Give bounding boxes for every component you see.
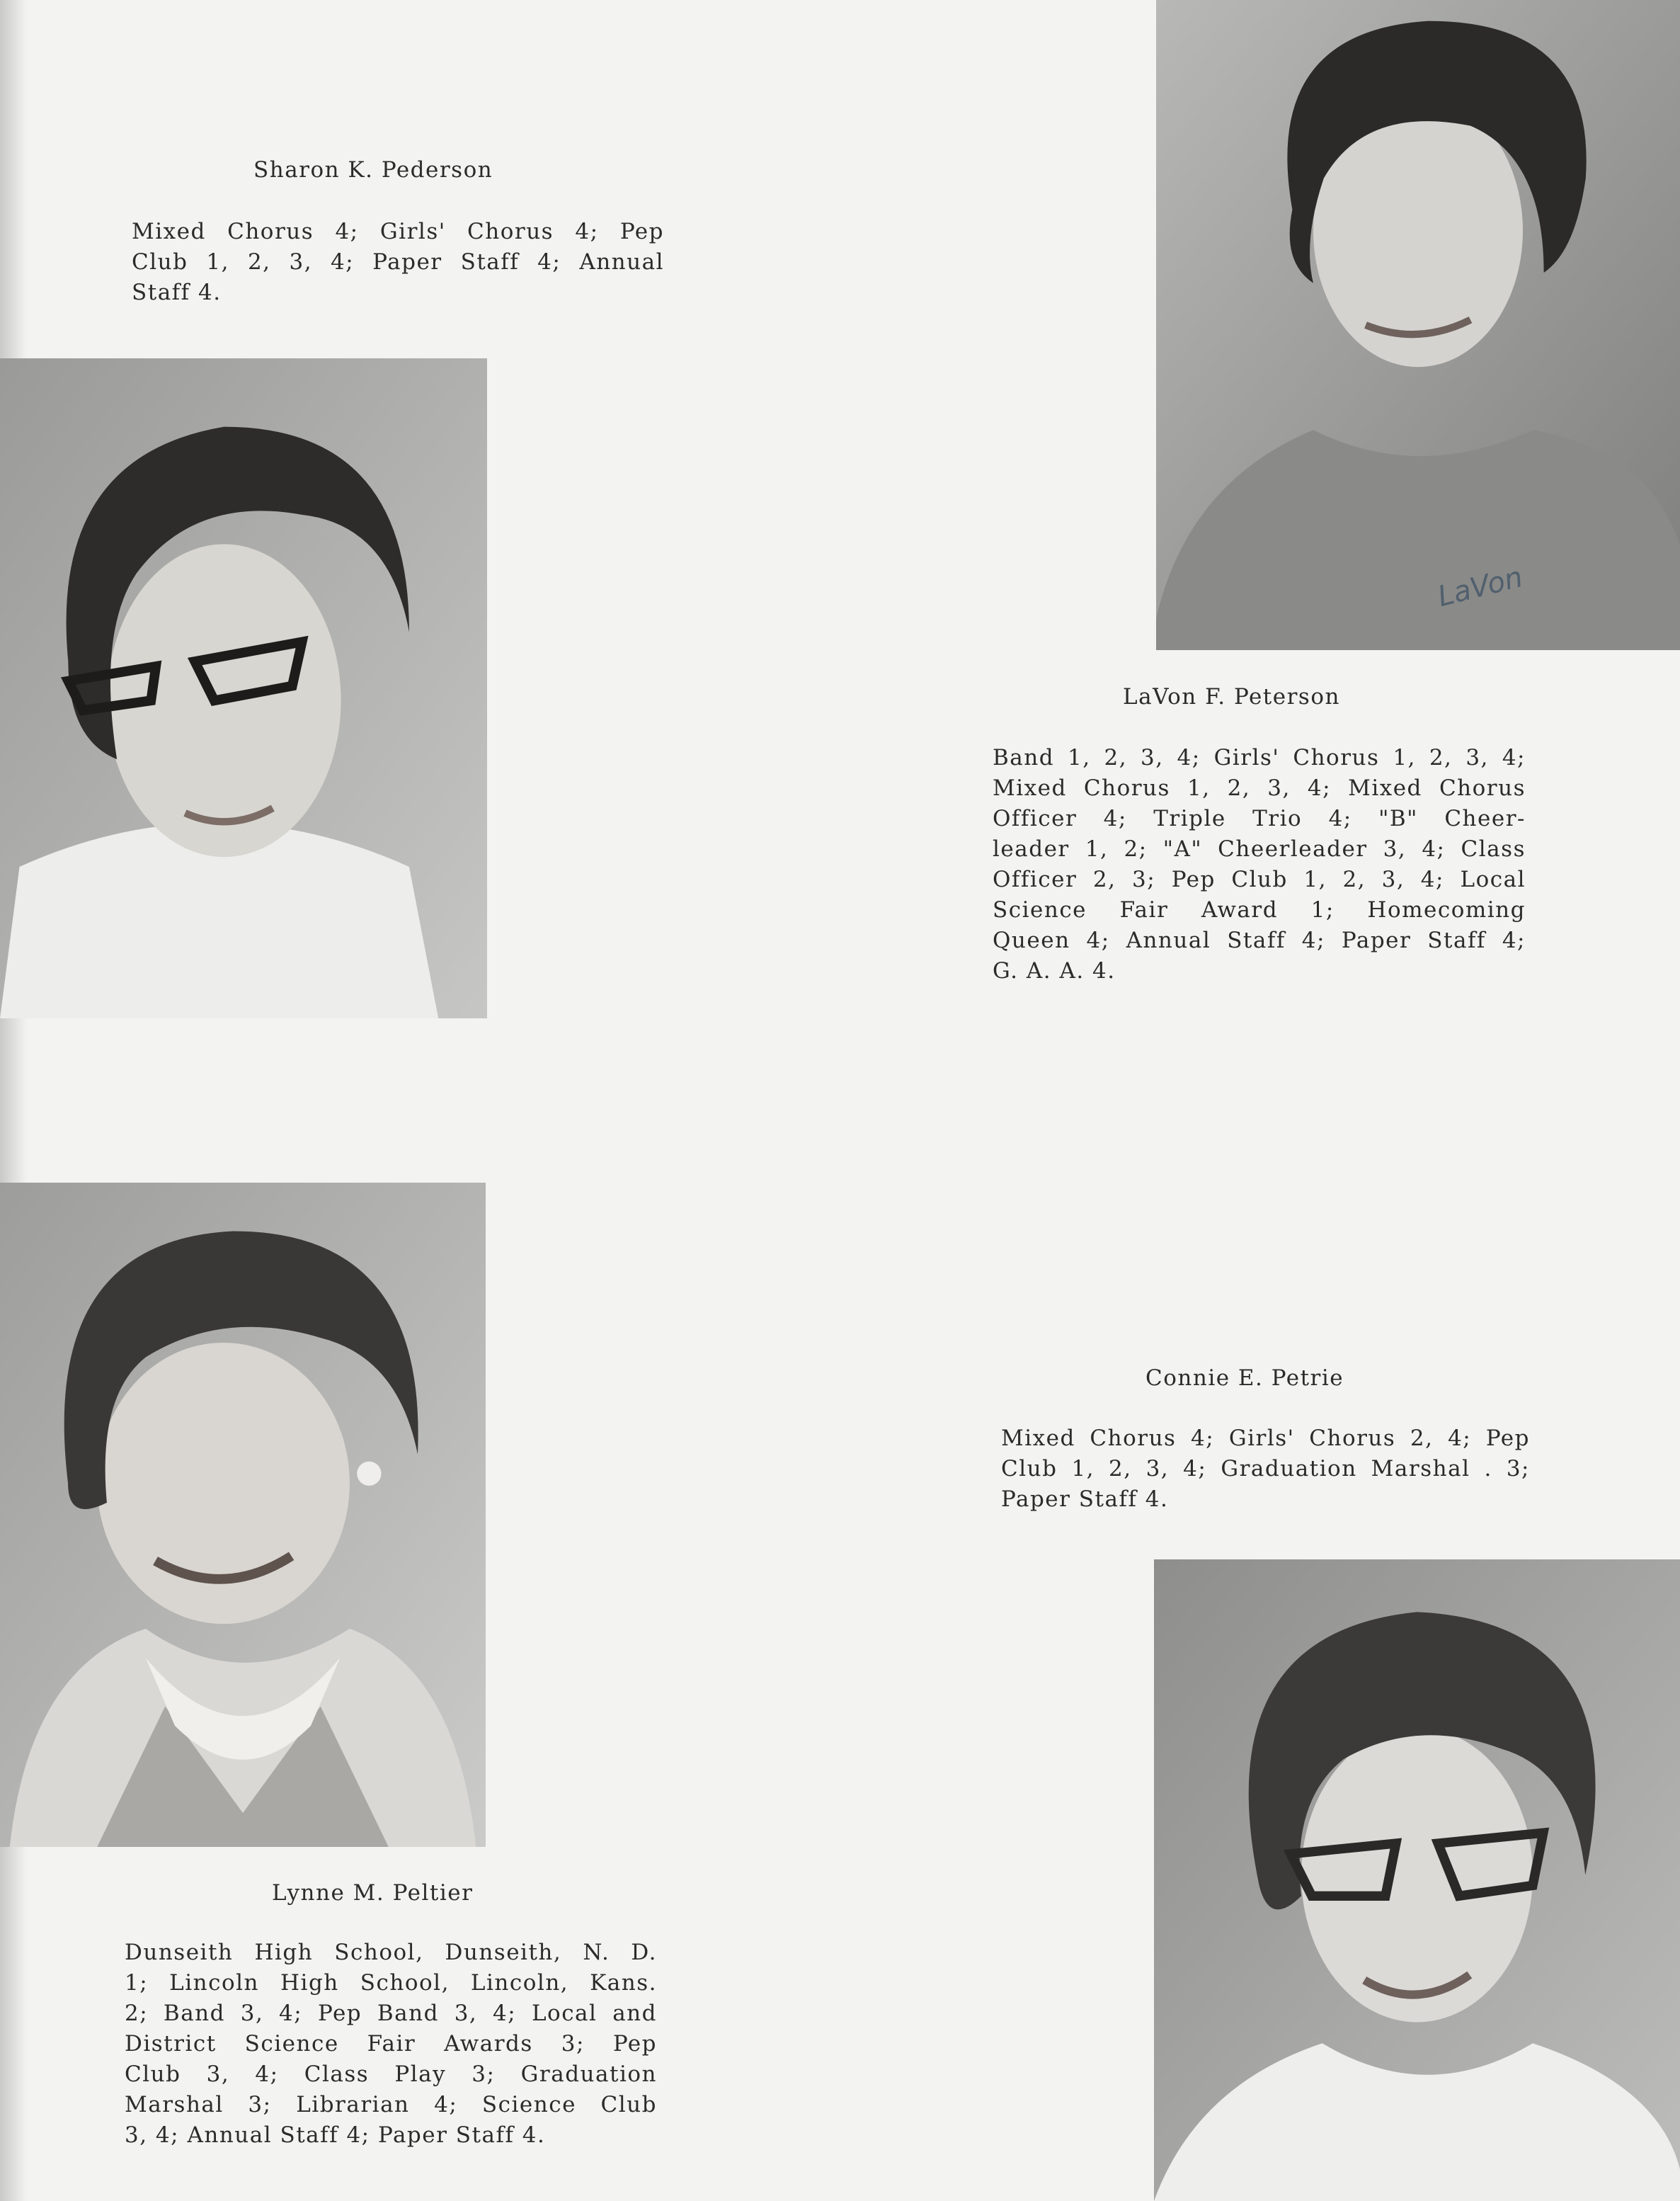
activity-line: Mixed Chorus 4; Girls' Chorus 2, 4; Pep	[1001, 1426, 1530, 1451]
student-name-peltier: Lynne M. Peltier	[272, 1880, 474, 1906]
student-activities-peltier	[125, 1938, 657, 2151]
student-name-pederson: Sharon K. Pederson	[253, 157, 493, 183]
activity-line: District Science Fair Awards 3; Pep	[125, 2031, 657, 2057]
activity-line: Club 1, 2, 3, 4; Graduation Marshal . 3;	[1001, 1456, 1530, 1481]
activity-line: Band 1, 2, 3, 4; Girls' Chorus 1, 2, 3, 4;	[993, 745, 1526, 770]
portrait-photo-petrie	[1154, 1559, 1680, 2201]
activity-line: Officer 2, 3; Pep Club 1, 2, 3, 4; Local	[993, 867, 1526, 892]
activity-line: 3, 4; Annual Staff 4; Paper Staff 4.	[125, 2122, 546, 2148]
activity-line: Dunseith High School, Dunseith, N. D.	[125, 1940, 657, 1965]
portrait-photo-peterson	[1156, 0, 1680, 650]
activity-line: 2; Band 3, 4; Pep Band 3, 4; Local and	[125, 2001, 657, 2026]
activity-line: Club 3, 4; Class Play 3; Graduation	[125, 2061, 657, 2087]
activity-line: Mixed Chorus 1, 2, 3, 4; Mixed Chorus	[993, 775, 1526, 801]
portrait-photo-peltier	[0, 1183, 486, 1847]
activity-line: Officer 4; Triple Trio 4; "B" Cheer-	[993, 806, 1526, 831]
activity-line: Mixed Chorus 4; Girls' Chorus 4; Pep	[132, 219, 664, 244]
student-activities-petrie	[1001, 1423, 1530, 1515]
activity-line: Science Fair Award 1; Homecoming	[993, 897, 1526, 923]
activity-line: Queen 4; Annual Staff 4; Paper Staff 4;	[993, 928, 1526, 953]
activity-line: 1; Lincoln High School, Lincoln, Kans.	[125, 1970, 657, 1996]
student-name-petrie: Connie E. Petrie	[1145, 1365, 1344, 1391]
activity-line: Paper Staff 4.	[1001, 1486, 1169, 1512]
activity-line: G. A. A. 4.	[993, 958, 1116, 984]
activity-line: Club 1, 2, 3, 4; Paper Staff 4; Annual	[132, 249, 664, 275]
student-activities-pederson	[132, 217, 664, 308]
portrait-photo-pederson	[0, 358, 487, 1018]
activity-line: leader 1, 2; "A" Cheerleader 3, 4; Class	[993, 836, 1526, 862]
activity-line: Staff 4.	[132, 280, 222, 305]
student-activities-peterson	[993, 743, 1526, 986]
signature-lavon: LaVon	[1434, 560, 1526, 614]
student-name-peterson: LaVon F. Peterson	[1123, 684, 1340, 710]
activity-line: Marshal 3; Librarian 4; Science Club	[125, 2092, 657, 2117]
page-binding-shadow	[0, 0, 27, 2201]
